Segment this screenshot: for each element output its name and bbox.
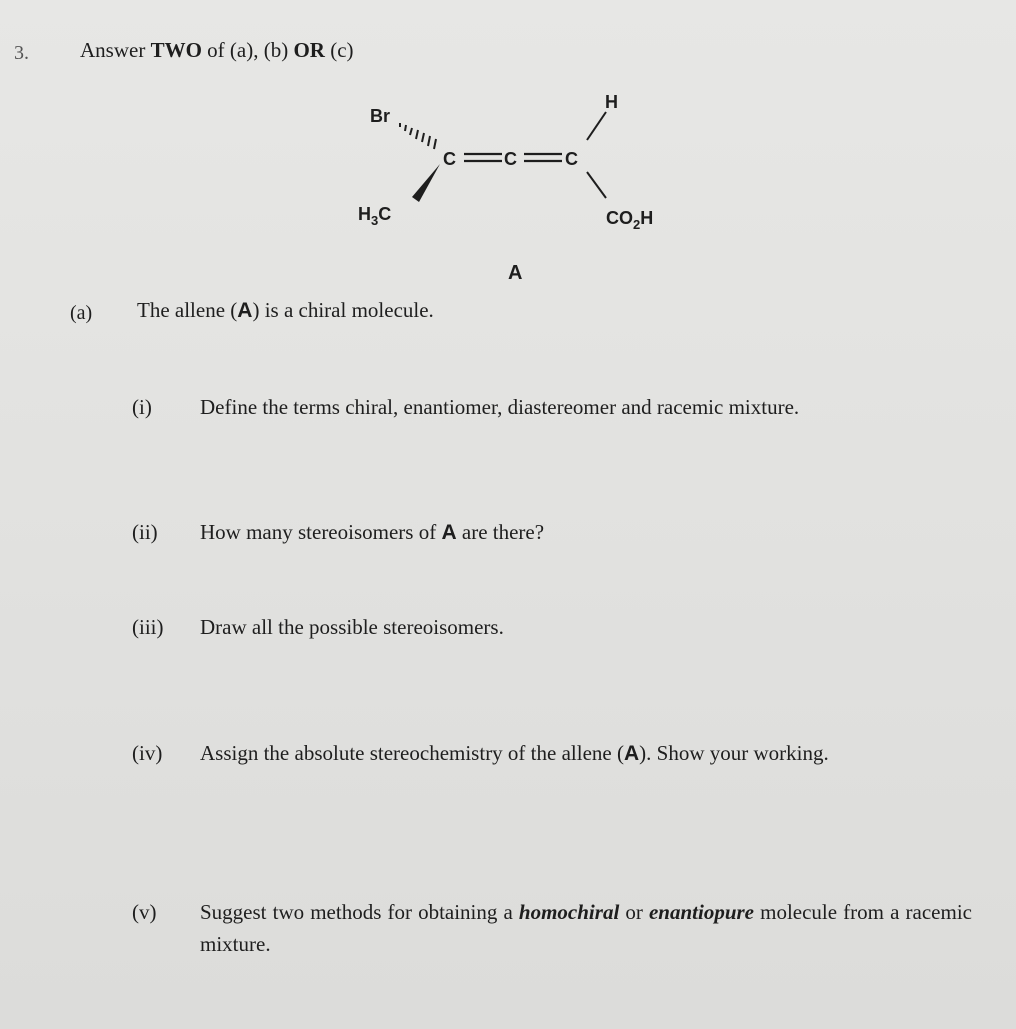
subquestion-text (200, 516, 972, 549)
text-mid: or (619, 900, 649, 924)
text-before: Assign the absolute stereochemistry of the allene ( (200, 741, 624, 765)
term-homochiral: homochiral (518, 900, 620, 924)
subquestion-number: (iv) (132, 741, 163, 765)
text-before: How many stereoisomers of (200, 520, 442, 544)
double-bond-2 (524, 154, 562, 161)
subquestion-v (132, 896, 972, 960)
instruction-two: TWO (150, 38, 202, 62)
part-a-text-after: ) is a chiral molecule. (252, 298, 434, 322)
bond-to-co2h (587, 172, 606, 198)
subquestion-text: Define the terms chiral, enantiomer, diastereomer and racemic mixture. (200, 395, 800, 419)
double-bond-1 (464, 154, 502, 161)
allene-structure-diagram (340, 80, 700, 240)
text-before: Suggest two methods for obtaining a (200, 900, 519, 924)
part-a-text-before: The allene ( (137, 298, 238, 322)
solid-wedge-bond (412, 164, 440, 202)
atom-c1: C (443, 149, 456, 169)
part-a-statement (137, 298, 434, 323)
question-number: 3. (14, 42, 29, 64)
subquestion-number: (iii) (132, 615, 164, 639)
subquestion-text: Draw all the possible stereoisomers. (200, 615, 504, 639)
text-after: ). Show your working. (639, 741, 829, 765)
bond-to-h (587, 112, 606, 140)
subquestion-number: (i) (132, 395, 152, 419)
subquestion-text (200, 896, 972, 960)
text-bold: A (623, 742, 640, 765)
question-instruction (80, 38, 354, 63)
hashed-wedge-bond (400, 123, 436, 149)
instruction-prefix: Answer (80, 38, 146, 62)
text-after: molecule from a racemic mixture. (200, 900, 972, 956)
text-bold: A (441, 521, 457, 544)
subquestion-number: (ii) (132, 520, 158, 544)
instruction-suffix: (c) (330, 38, 354, 62)
atom-c2: C (504, 149, 517, 169)
part-a-label: (a) (70, 302, 93, 324)
text-after: are there? (456, 520, 545, 544)
subquestion-i (132, 391, 972, 423)
part-a-text-bold: A (237, 299, 253, 322)
subquestion-text (200, 737, 972, 770)
instruction-mid: of (a), (b) (207, 38, 289, 62)
atom-co2h: $CO_2H$ (606, 208, 654, 232)
subquestion-iv (132, 737, 972, 770)
term-enantiopure: enantiopure (648, 900, 755, 924)
atom-h3c: $H_3C$ (358, 204, 392, 228)
atom-br: Br (370, 106, 391, 126)
atom-h: H (605, 92, 618, 112)
subquestion-iii (132, 611, 972, 643)
subquestion-ii (132, 516, 972, 549)
subquestion-number: (v) (132, 900, 157, 924)
molecule-label: A (508, 262, 523, 284)
instruction-or: OR (293, 38, 325, 62)
atom-c3: C (565, 149, 578, 169)
